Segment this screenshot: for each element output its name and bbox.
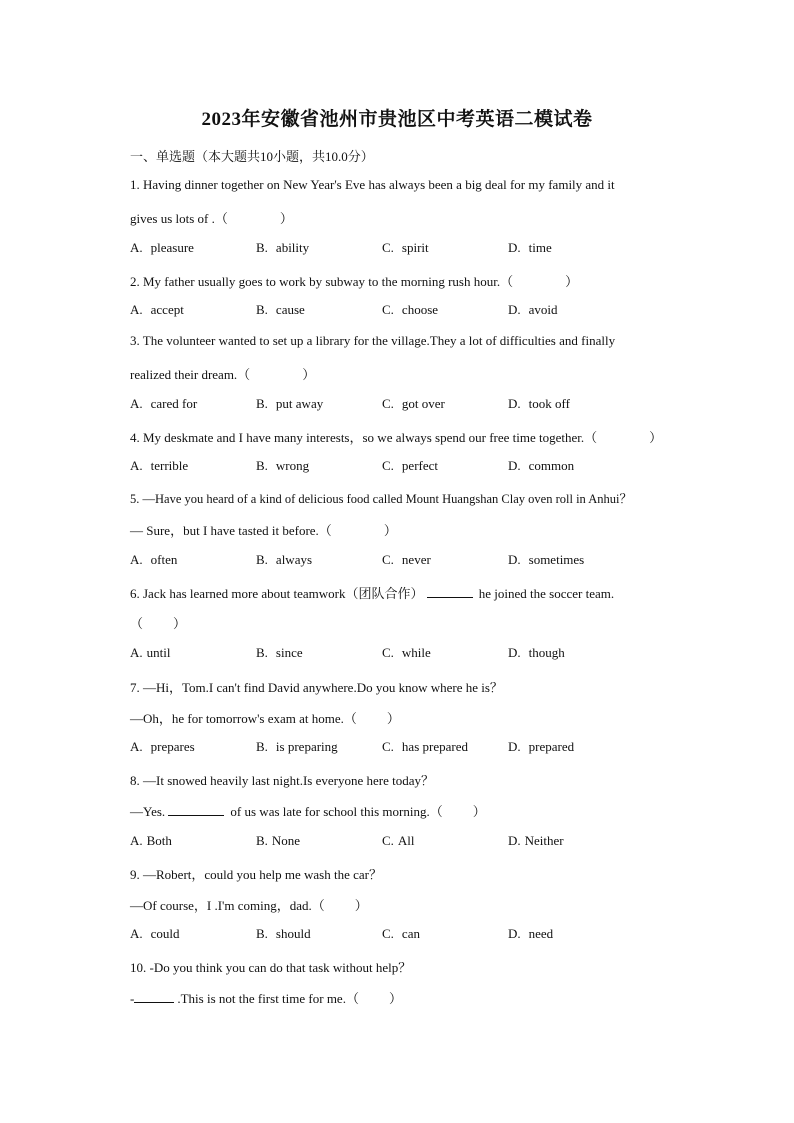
section-heading: 一、单选题（本大题共10小题，共10.0分） [130,149,374,164]
option-c[interactable]: C. can [382,926,420,941]
option-c[interactable]: C. All [382,833,415,848]
question-1-options [130,240,650,258]
question-5-options [130,552,650,570]
question-2-options [130,302,650,320]
option-d[interactable]: D. took off [508,396,570,411]
option-c[interactable]: C. has prepared [382,739,468,754]
option-b[interactable]: B. wrong [256,458,310,473]
option-b[interactable]: B. ability [256,240,310,255]
question-6-line-2: （ ） [130,616,187,631]
option-b[interactable]: B. None [256,833,301,848]
question-4-line-1: 4. My deskmate and I have many interests，so we always spend our free time together.（ ） [130,430,663,445]
option-b[interactable]: B. is preparing [256,739,338,754]
option-d[interactable]: D. avoid [508,302,558,317]
question-5-line-1: 5. —Have you heard of a kind of delicious food called Mount Huangshan Clay oven roll in Anhui？ [130,492,632,506]
question-10-line-1: 10. -Do you think you can do that task without help？ [130,960,412,975]
option-d[interactable]: D. prepared [508,739,575,754]
option-c[interactable]: C. got over [382,396,445,411]
question-8-line-1: 8. —It snowed heavily last night.Is everyone here today？ [130,773,434,788]
question-7-line-2: —Oh，he for tomorrow's exam at home.（ ） [130,711,400,726]
option-a[interactable]: A. often [130,552,178,567]
option-c[interactable]: C. choose [382,302,439,317]
option-a[interactable]: A. could [130,926,180,941]
option-b[interactable]: B. always [256,552,313,567]
question-1-line-1: 1. Having dinner together on New Year's Eve has always been a big deal for my family and it [130,177,615,192]
option-d[interactable]: D. sometimes [508,552,585,567]
answer-blank[interactable] [168,803,224,816]
question-3-line-1: 3. The volunteer wanted to set up a library for the village.They a lot of difficulties and finally [130,333,616,348]
answer-blank[interactable] [427,585,473,598]
page-title: 2023年安徽省池州市贵池区中考英语二模试卷 [201,109,593,130]
question-5-line-2: — Sure，but I have tasted it before.（ ） [130,523,397,538]
option-d[interactable]: D. need [508,926,554,941]
question-9-line-2: —Of course，I .I'm coming，dad.（ ） [130,898,368,913]
option-d[interactable]: D. though [508,645,565,660]
option-c[interactable]: C. spirit [382,240,429,255]
option-b[interactable]: B. since [256,645,303,660]
question-1-line-2: gives us lots of .（ ） [130,211,293,226]
option-a[interactable]: A. cared for [130,396,198,411]
option-a[interactable]: A. pleasure [130,240,194,255]
option-d[interactable]: D. common [508,458,575,473]
question-7-line-1: 7. —Hi，Tom.I can't find David anywhere.Do you know where he is？ [130,680,503,695]
answer-blank[interactable] [134,990,174,1003]
question-9-line-1: 9. —Robert，could you help me wash the car？ [130,867,382,882]
option-d[interactable]: D. time [508,240,552,255]
question-6-line-1: 6. Jack has learned more about teamwork（团队合作） he joined the soccer team. [130,586,615,601]
option-d[interactable]: D. Neither [508,833,564,848]
question-7-options [130,739,650,757]
option-b[interactable]: B. put away [256,396,324,411]
question-2-line-1: 2. My father usually goes to work by subway to the morning rush hour.（ ） [130,274,579,289]
option-c[interactable]: C. perfect [382,458,439,473]
option-a[interactable]: A. until [130,645,171,660]
question-9-options [130,926,650,944]
option-a[interactable]: A. prepares [130,739,195,754]
question-8-line-2: —Yes. of us was late for school this morning.（ ） [130,804,486,819]
option-b[interactable]: B. cause [256,302,305,317]
question-8-options [130,833,650,851]
question-3-options [130,396,650,414]
question-10-line-2: - .This is not the first time for me.（ ） [130,991,402,1006]
option-c[interactable]: C. while [382,645,431,660]
option-c[interactable]: C. never [382,552,431,567]
question-6-options [130,645,650,663]
option-a[interactable]: A. accept [130,302,184,317]
option-a[interactable]: A. terrible [130,458,189,473]
question-4-options [130,458,650,476]
question-3-line-2: realized their dream.（ ） [130,367,316,382]
option-a[interactable]: A. Both [130,833,172,848]
option-b[interactable]: B. should [256,926,311,941]
